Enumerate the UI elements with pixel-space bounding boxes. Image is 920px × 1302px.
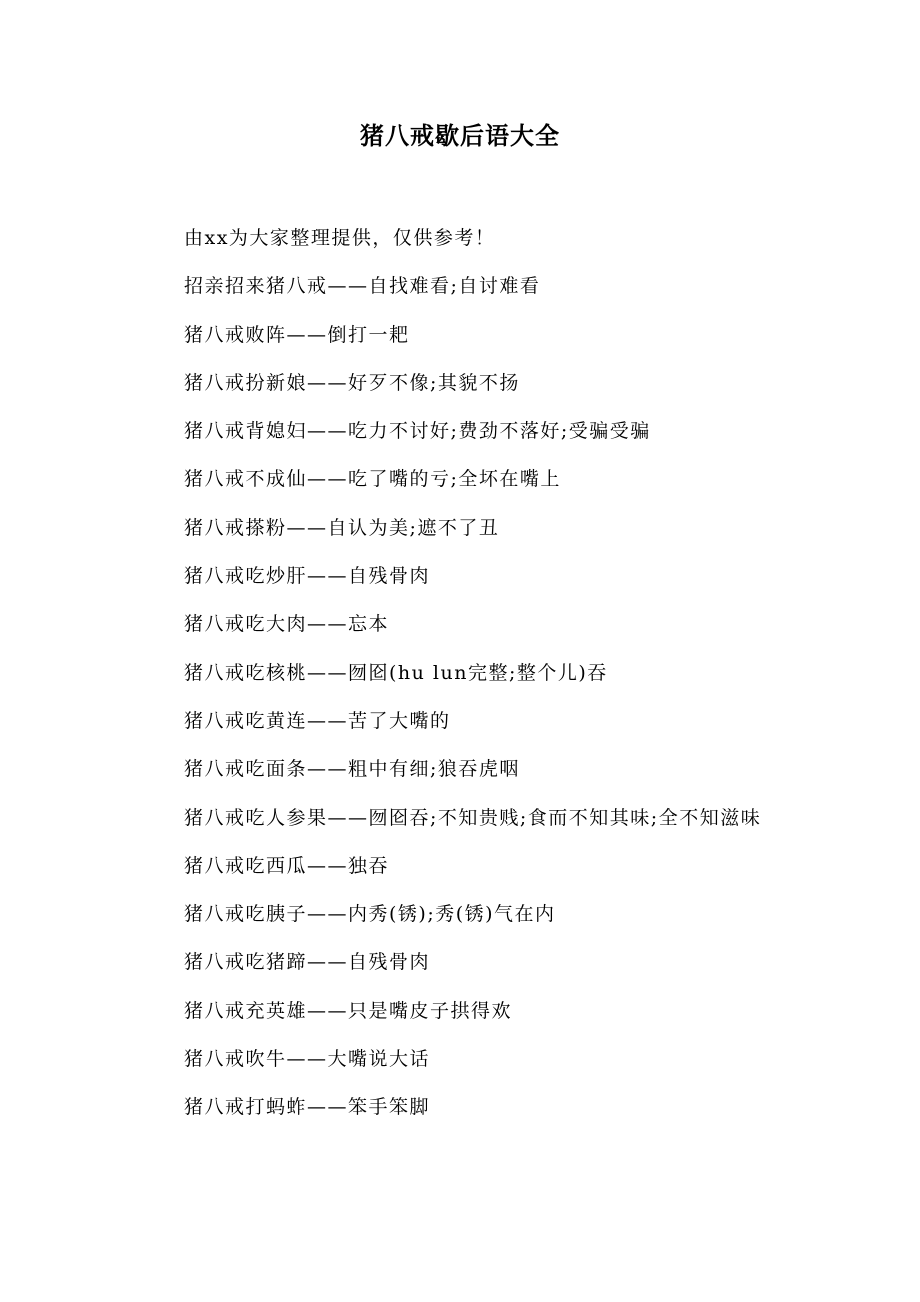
paragraph: 猪八戒吃人参果——囫囵吞;不知贵贱;食而不知其味;全不知滋味: [184, 806, 762, 829]
paragraph: 猪八戒打蚂蚱——笨手笨脚: [184, 1096, 431, 1119]
paragraph: 猪八戒败阵——倒打一耙: [184, 323, 410, 346]
paragraph: 猪八戒充英雄——只是嘴皮子拱得欢: [184, 999, 513, 1022]
paragraph: 猪八戒吃面条——粗中有细;狼吞虎咽: [184, 758, 520, 781]
paragraph: 猪八戒吃大肉——忘本: [184, 613, 390, 636]
paragraph: 猪八戒吃黄连——苦了大嘴的: [184, 709, 451, 732]
paragraph: 由xx为大家整理提供，仅供参考！: [184, 227, 496, 249]
paragraph: 猪八戒扮新娘——好歹不像;其貌不扬: [184, 371, 520, 394]
paragraph: 猪八戒搽粉——自认为美;遮不了丑: [184, 516, 500, 539]
paragraph: 猪八戒吹牛——大嘴说大话: [184, 1048, 431, 1071]
paragraph: 猪八戒不成仙——吃了嘴的亏;全坏在嘴上: [184, 468, 561, 491]
paragraph: 猪八戒吃西瓜——独吞: [184, 854, 390, 877]
paragraph: 猪八戒吃炒肝——自残骨肉: [184, 565, 431, 588]
paragraph: 猪八戒背媳妇——吃力不讨好;费劲不落好;受骗受骗: [184, 420, 651, 443]
paragraph: 猪八戒吃核桃——囫囵(hu lun完整;整个儿)吞: [184, 661, 608, 684]
document-body: [140, 214, 790, 1132]
page-title: 猪八戒歇后语大全: [360, 121, 560, 150]
paragraph: 猪八戒吃胰子——内秀(锈);秀(锈)气在内: [184, 903, 556, 926]
paragraph: 猪八戒吃猪蹄——自残骨肉: [184, 951, 431, 974]
paragraph: 招亲招来猪八戒——自找难看;自讨难看: [184, 275, 541, 298]
